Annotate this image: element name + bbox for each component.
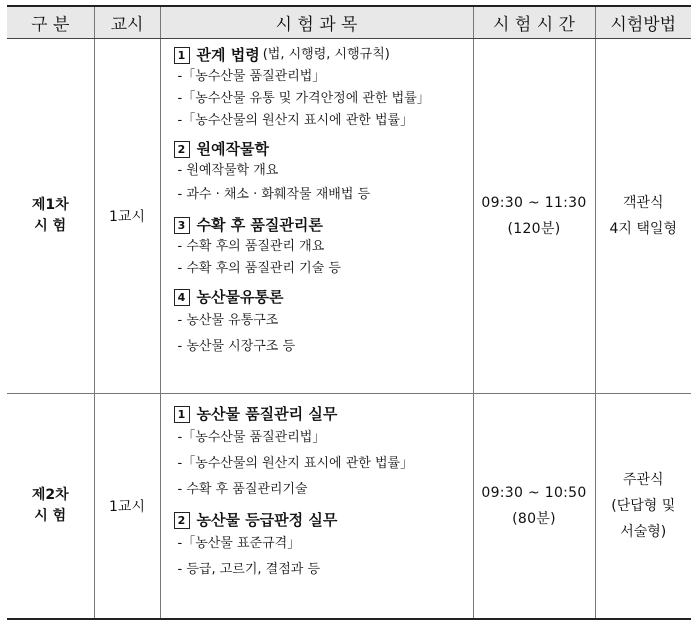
table-row-second-exam: [7, 394, 691, 620]
period-label: 1교시: [109, 209, 145, 225]
subject-item: - 원예작물학 개요: [177, 163, 279, 178]
header-row: [7, 6, 691, 39]
subject-heading: [174, 286, 473, 308]
subject-number-box: 2: [174, 141, 190, 158]
header-time: 시 험 시 간: [473, 6, 595, 39]
round-cell: [7, 39, 94, 394]
subject-item: -「농수산물 유통 및 가격안정에 관한 법률」: [177, 91, 430, 106]
subject-item: -「농산물 표준규격」: [177, 536, 301, 551]
subject-block: [174, 44, 473, 132]
subject-title: 수확 후 품질관리론: [196, 216, 323, 234]
subject-block: [174, 403, 473, 503]
subject-title: 농산물 품질관리 실무: [196, 405, 338, 423]
subject-block: [174, 286, 473, 360]
method-cell: [595, 394, 691, 620]
exam-time: 09:30 ~ 10:50 (80분): [481, 485, 587, 527]
subject-title: 원예작물학: [196, 140, 269, 158]
subject-block: [174, 138, 473, 208]
subject-title: 농산물 등급판정 실무: [196, 511, 338, 529]
subject-item: - 수확 후 품질관리기술: [177, 482, 308, 497]
subject-heading: [174, 214, 473, 236]
subject-item: - 과수 · 채소 · 화훼작물 재배법 등: [177, 187, 371, 202]
exam-method: 객관식 4지 택일형: [609, 195, 677, 237]
time-cell: [473, 394, 595, 620]
header-category: 구 분: [7, 6, 94, 39]
subject-item: - 등급, 고르기, 결점과 등: [177, 562, 321, 577]
subject-title: 농산물유통론: [196, 288, 284, 306]
subject-item: -「농수산물의 원산지 표시에 관한 법률」: [177, 456, 414, 471]
subject-block: [174, 214, 473, 280]
subject-heading: [174, 509, 473, 531]
subject-number-box: 1: [174, 47, 190, 64]
subject-number-box: 1: [174, 406, 190, 423]
subject-item: - 농산물 유통구조: [177, 313, 279, 328]
header-subjects: 시 험 과 목: [160, 6, 473, 39]
time-cell: [473, 39, 595, 394]
subject-block: [174, 509, 473, 583]
subject-heading: [174, 138, 473, 160]
subject-title: 관계 법령: [196, 46, 260, 64]
header-method: 시험방법: [595, 6, 691, 39]
exam-method: 주관식 (단답형 및 서술형): [611, 472, 676, 540]
round-cell: [7, 394, 94, 620]
subject-note: (법, 시행령, 시행규칙): [262, 47, 390, 62]
period-cell: [94, 394, 160, 620]
subject-item: -「농수산물의 원산지 표시에 관한 법률」: [177, 113, 414, 128]
subject-item: -「농수산물 품질관리법」: [177, 430, 326, 445]
round-label: 제1차 시 험: [31, 197, 69, 234]
subject-item: - 수확 후의 품질관리 기술 등: [177, 261, 341, 276]
subject-item: - 수확 후의 품질관리 개요: [177, 239, 325, 254]
subject-heading: [174, 44, 473, 66]
subject-item: -「농수산물 품질관리법」: [177, 69, 326, 84]
table-row-first-exam: [7, 39, 691, 394]
method-cell: [595, 39, 691, 394]
period-cell: [94, 39, 160, 394]
subject-number-box: 2: [174, 512, 190, 529]
round-label: 제2차 시 험: [31, 487, 69, 524]
subject-number-box: 3: [174, 217, 190, 234]
header-period: 교시: [94, 6, 160, 39]
exam-schedule-table: [7, 5, 691, 620]
exam-time: 09:30 ~ 11:30 (120분): [481, 195, 587, 237]
subject-item: - 농산물 시장구조 등: [177, 339, 296, 354]
subjects-cell: [160, 394, 473, 620]
subject-number-box: 4: [174, 289, 190, 306]
subjects-cell: [160, 39, 473, 394]
period-label: 1교시: [109, 499, 145, 515]
subject-heading: [174, 403, 473, 425]
